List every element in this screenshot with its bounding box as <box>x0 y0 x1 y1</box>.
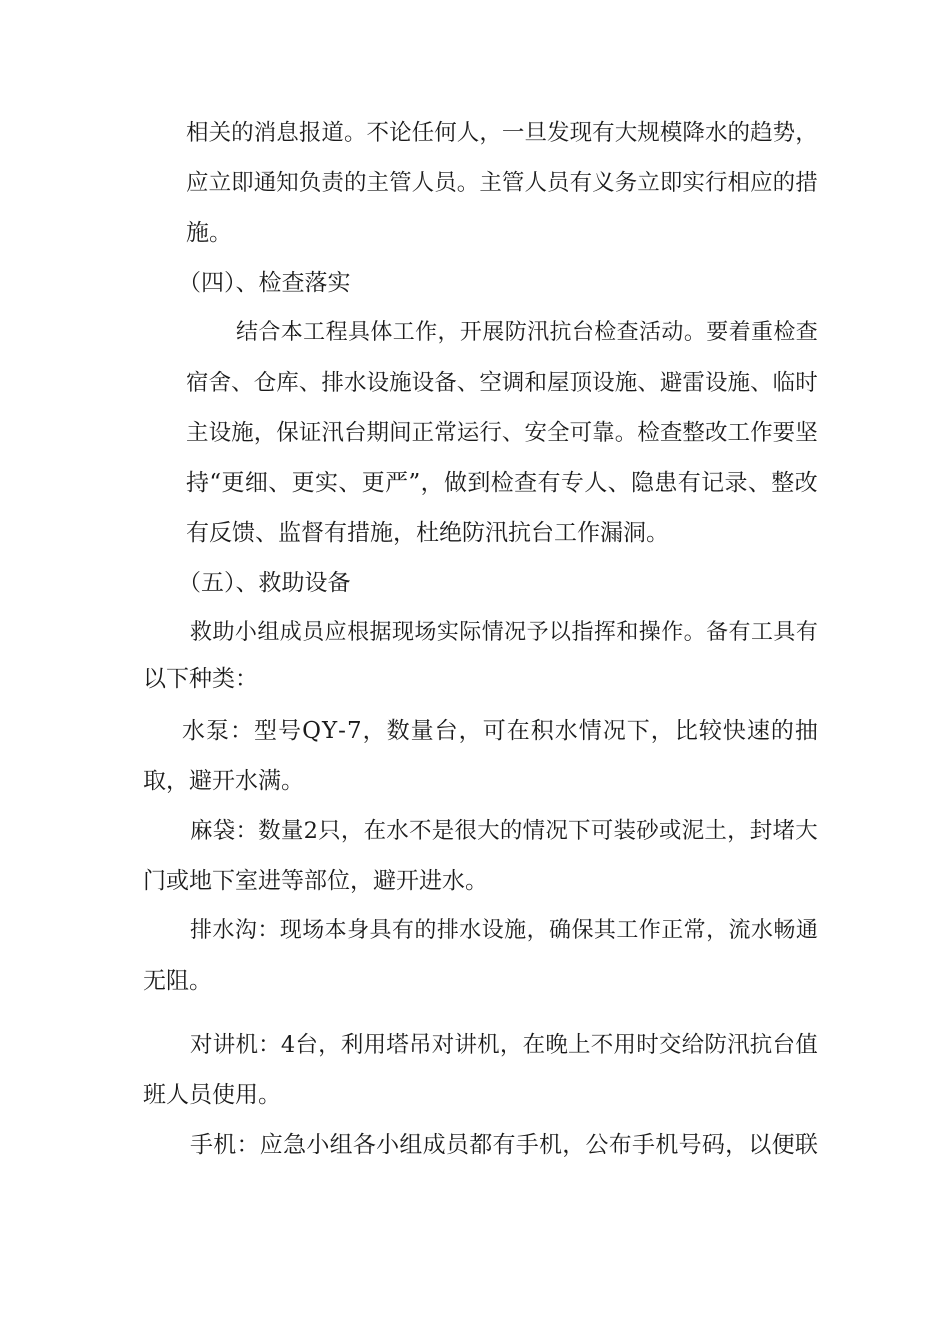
section-heading-5: （五）、救助设备 <box>178 570 351 596</box>
drain-line-1: 排 水 沟 ： 现 场 本 身 具 有 的 排 水 设 施 ， 确 保 其 工 作 正 常 ， 流 水 畅 通 <box>190 918 818 943</box>
paragraph-line-8: 持 “ 更 细 、 更 实 、 更 严 ” ， 做 到 检 查 有 专 人 、 隐 患 有 记 录 、 整 改 <box>186 470 818 496</box>
paragraph-line-5: 结 合 本 工 程 具 体 工 作 ， 开 展 防 汛 抗 台 检 查 活 动 。 要 着 重 检 查 <box>236 320 818 345</box>
paragraph-line-7: 主 设 施 ， 保 证 汛 台 期 间 正 常 运 行 、 安 全 可 靠 。 检 查 整 改 工 作 要 坚 <box>186 420 818 446</box>
radio-line-1: 对 讲 机 ： 4 台 ， 利 用 塔 吊 对 讲 机 ， 在 晚 上 不 用 时 交 给 防 汛 抗 台 值 <box>190 1032 818 1058</box>
radio-line-2: 班人员使用。 <box>143 1082 281 1108</box>
pump-line-2: 取，避开水满。 <box>143 768 304 794</box>
paragraph-line-3: 施。 <box>186 220 232 246</box>
sandbag-line-2: 门或地下室进等部位，避开进水。 <box>143 868 488 894</box>
paragraph-line-12: 以下种类： <box>143 666 258 692</box>
paragraph-line-9: 有反馈、监督有措施，杜绝防汛抗台工作漏洞。 <box>186 520 669 546</box>
sandbag-line-1: 麻 袋 ： 数 量 2 只 ， 在 水 不 是 很 大 的 情 况 下 可 装 砂 或 泥 土 ， 封 堵 大 <box>190 818 818 844</box>
paragraph-line-6: 宿 舍 、 仓 库 、 排 水 设 施 设 备 、 空 调 和 屋 顶 设 施 、 避 雷 设 施 、 临 时 <box>186 370 818 396</box>
section-heading-4: （四）、检查落实 <box>178 270 351 296</box>
paragraph-line-1: 相 关 的 消 息 报 道 。 不 论 任 何 人 ， 一 旦 发 现 有 大 规 模 降 水 的 趋 势 ， <box>186 120 818 146</box>
phone-line-1: 手 机 ： 应 急 小 组 各 小 组 成 员 都 有 手 机 ， 公 布 手 机 号 码 ， 以 便 联 <box>190 1132 818 1158</box>
paragraph-line-2: 应 立 即 通 知 负 责 的 主 管 人 员 。 主 管 人 员 有 义 务 立 即 实 行 相 应 的 措 <box>186 170 818 196</box>
paragraph-line-11: 救 助 小 组 成 员 应 根 据 现 场 实 际 情 况 予 以 指 挥 和 操 作 。 备 有 工 具 有 <box>190 620 818 645</box>
drain-line-2: 无阻。 <box>143 968 212 994</box>
pump-line-1: 水 泵 ： 型 号 Q Y - 7 ， 数 量 台 ， 可 在 积 水 情 况 下 ， 比 较 快 速 的 抽 <box>182 718 818 744</box>
